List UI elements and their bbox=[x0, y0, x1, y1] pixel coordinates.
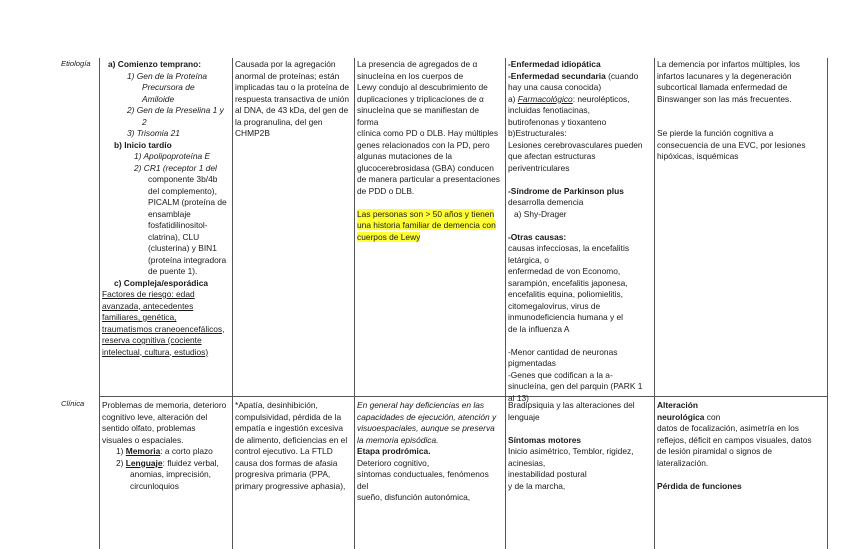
paragraph-line: clínica como PD o DLB. Hay múltiples bbox=[357, 128, 499, 138]
column-divider bbox=[505, 58, 506, 549]
paragraph-line: anormal de proteínas; están bbox=[235, 70, 340, 81]
cell-vascular-clinica bbox=[657, 400, 824, 492]
paragraph-line: glucocerebrosidasa (GBA) conducen bbox=[357, 162, 494, 173]
risk-factors-text: familiares, genética, bbox=[102, 312, 177, 322]
paragraph-line: genes relacionados con la PD, pero bbox=[357, 139, 490, 150]
paragraph-line: Deterioro cognitivo, bbox=[357, 457, 430, 468]
column-divider bbox=[654, 58, 655, 549]
list-item: 2) Gen de la Preselina 1 y bbox=[127, 105, 224, 115]
row-divider bbox=[99, 396, 828, 397]
paragraph-line: control ejecutivo. La FTLD bbox=[235, 446, 333, 456]
highlighted-text: Las personas son > 50 años y tienen bbox=[357, 208, 495, 219]
paragraph-line: sinucleína en los cuerpos de bbox=[357, 70, 464, 81]
motor-symptoms-heading: Síntomas motores bbox=[508, 434, 582, 445]
cell-alzheimer-etiologia bbox=[102, 59, 228, 358]
paragraph-line: b)Estructurales: bbox=[508, 128, 567, 138]
list-marker: a) bbox=[508, 93, 518, 104]
secondary-heading: -Enfermedad secundaria bbox=[508, 70, 606, 81]
neurologic-label: neurológica bbox=[657, 411, 705, 422]
paragraph-line: -Genes que codifican a la a- bbox=[508, 369, 613, 380]
paragraph-line: citomegalovirus, virus de bbox=[508, 300, 601, 311]
cell-parkinson-clinica bbox=[508, 400, 651, 492]
cell-alzheimer-clinica bbox=[102, 400, 228, 492]
row-label-clinica: Clínica bbox=[61, 399, 85, 408]
paragraph-line: Binswanger son las más frecuentes. bbox=[657, 93, 792, 104]
cell-vascular-etiologia bbox=[657, 59, 824, 163]
paragraph-line: visuoespaciales, aunque se preserva bbox=[357, 423, 495, 433]
paragraph-line: incluidas fenotiacinas, bbox=[508, 105, 590, 115]
list-item: de puente 1). bbox=[148, 266, 198, 276]
paragraph-line: Inicio asimétrico, Temblor, rigidez, bbox=[508, 446, 634, 456]
list-item: fosfatidilinositol- bbox=[148, 220, 208, 230]
paragraph-line: letárgica, o bbox=[508, 254, 549, 265]
paragraph-line: infartos lacunares y la degeneración bbox=[657, 70, 792, 81]
list-item: del complemento), bbox=[148, 185, 217, 196]
paragraph-line: sinucleína, gen del parquin (PARK 1 bbox=[508, 381, 643, 391]
paragraph-text: : fluidez verbal, bbox=[162, 457, 219, 468]
paragraph-line: la memoria episódica. bbox=[357, 434, 439, 445]
paragraph-line: compulsividad, pérdida de la bbox=[235, 411, 342, 422]
cell-parkinson-etiologia bbox=[508, 59, 651, 404]
paragraph-line: algunas mutaciones de la bbox=[357, 151, 452, 161]
paragraph-line: inmunodeficiencia humana y el bbox=[508, 312, 623, 322]
list-item: 2) CR1 (receptor 1 del bbox=[134, 162, 217, 173]
paragraph-text: (cuando bbox=[605, 70, 639, 81]
paragraph-line: al DNA, de 43 kDa, del gen de bbox=[235, 105, 349, 115]
list-item: a) Shy-Drager bbox=[514, 208, 567, 219]
cell-lewy-clinica bbox=[357, 400, 502, 504]
list-item: PICALM (proteína de bbox=[148, 197, 227, 207]
parkinson-plus-heading: -Síndrome de Parkinson plus bbox=[508, 185, 624, 196]
risk-factors-text: intelectual, cultura, estudios) bbox=[102, 346, 209, 357]
paragraph-line: Lesiones cerebrovasculares pueden bbox=[508, 139, 643, 150]
paragraph-line: al 13) bbox=[508, 392, 529, 403]
neurologic-alteration-heading: Alteración bbox=[657, 400, 698, 410]
paragraph-line: consecuencia de una EVC, por lesiones bbox=[657, 139, 806, 150]
paragraph-line: Causada por la agregación bbox=[235, 59, 336, 69]
list-item: 3) Trisomia 21 bbox=[127, 128, 180, 138]
language-label: Lenguaje bbox=[125, 457, 163, 468]
paragraph-line: butirofenonas y tioxanteno bbox=[508, 116, 607, 127]
paragraph-line: capacidades de ejecución, atención y bbox=[357, 411, 497, 422]
paragraph-line: Bradipsiquia y las alteraciones del bbox=[508, 400, 635, 410]
pharmacologic-label: Farmacológico bbox=[517, 93, 573, 104]
paragraph-line: reflejos, déficit en campos visuales, datos bbox=[657, 434, 812, 445]
paragraph-line: la progranulina, del gen bbox=[235, 116, 323, 127]
list-item: 1) Apolipoproteína E bbox=[134, 151, 211, 161]
list-item: (proteína integradora bbox=[148, 254, 227, 265]
late-onset-heading: b) Inicio tardío bbox=[114, 139, 172, 150]
column-divider bbox=[232, 58, 233, 549]
risk-factors-text: reserva cognitiva (cociente bbox=[102, 335, 202, 345]
paragraph-line: primary progressive aphasia), bbox=[235, 480, 346, 491]
paragraph-line: En general hay deficiencias en las bbox=[357, 400, 485, 410]
paragraph-line: *Apatía, desinhibición, bbox=[235, 400, 318, 410]
list-item: 1) Gen de la Proteína bbox=[127, 70, 208, 81]
paragraph-line: y de la marcha, bbox=[508, 480, 566, 491]
paragraph-line: de alimento, deficiencias en el bbox=[235, 434, 348, 445]
paragraph-line: La presencia de agregados de α bbox=[357, 59, 478, 69]
paragraph-line: -Menor cantidad de neuronas bbox=[508, 346, 618, 357]
column-divider bbox=[354, 58, 355, 549]
risk-factors-text: avanzada, antecedentes bbox=[102, 300, 194, 311]
paragraph-line: duplicaciones y triplicaciones de α bbox=[357, 93, 484, 104]
paragraph-text: : a corto plazo bbox=[160, 446, 213, 456]
paragraph-text: con bbox=[704, 411, 721, 422]
row-label-etiologia: Etiología bbox=[61, 59, 91, 68]
function-loss-heading: Pérdida de funciones bbox=[657, 480, 742, 491]
risk-factors-text: Factores de riesgo: edad bbox=[102, 289, 195, 299]
early-onset-heading: a) Comienzo temprano: bbox=[108, 59, 202, 69]
paragraph-line: cognitivo leve, alteración del bbox=[102, 411, 208, 422]
list-item: Precursora de Amiloide bbox=[142, 82, 195, 104]
paragraph-line: periventriculares bbox=[508, 162, 570, 173]
highlighted-text: una historia familiar de demencia con bbox=[357, 220, 496, 230]
paragraph-line: anomias, imprecisión, bbox=[130, 469, 211, 479]
paragraph-line: hipóxicas, isquémicas bbox=[657, 151, 739, 161]
paragraph-line: Problemas de memoria, deterioro bbox=[102, 400, 227, 410]
table-border-left bbox=[99, 58, 100, 549]
paragraph-line: progresiva primaria (PPA, bbox=[235, 469, 331, 479]
paragraph-line: La demencia por infartos múltiples, los bbox=[657, 59, 800, 69]
paragraph-line: que afectan estructuras bbox=[508, 151, 596, 161]
paragraph-line: acinesias, bbox=[508, 457, 546, 468]
risk-factors-text: traumatismos craneoencefálicos, bbox=[102, 323, 225, 334]
cell-ftd-clinica bbox=[235, 400, 351, 492]
other-causes-heading: -Otras causas: bbox=[508, 231, 567, 242]
paragraph-line: datos de focalización, asimetría en los bbox=[657, 423, 799, 433]
paragraph-line: pigmentadas bbox=[508, 358, 556, 368]
paragraph-line: sentido olfato, problemas bbox=[102, 423, 196, 433]
paragraph-line: síntomas conductuales, fenómenos del bbox=[357, 469, 489, 491]
paragraph-text: : neurolépticos, bbox=[572, 93, 630, 104]
paragraph-line: encefalitis equina, poliomielitis, bbox=[508, 289, 623, 299]
paragraph-line: Lewy condujo al descubrimiento de bbox=[357, 82, 488, 92]
list-item: (clusterina) y BIN1 bbox=[148, 243, 217, 253]
paragraph-line: Se pierde la función cognitiva a bbox=[657, 128, 774, 138]
paragraph-line: causa dos formas de afasia bbox=[235, 457, 338, 468]
list-item: 2 bbox=[142, 116, 147, 127]
paragraph-line: lenguaje bbox=[508, 411, 540, 422]
paragraph-line: sueño, disfunción autonómica, bbox=[357, 492, 471, 502]
paragraph-line: inestabilidad postural bbox=[508, 469, 587, 479]
paragraph-line: sinucleína que se manifiestan de forma bbox=[357, 105, 479, 127]
paragraph-line: circunloquios bbox=[130, 480, 179, 491]
paragraph-line: visuales o espaciales. bbox=[102, 434, 184, 445]
cell-ftd-etiologia bbox=[235, 59, 351, 140]
paragraph-line: empatía e ingestión excesiva bbox=[235, 423, 344, 433]
list-marker: 2) bbox=[116, 457, 126, 468]
paragraph-line: enfermedad de von Economo, bbox=[508, 266, 621, 276]
paragraph-line: sarampión, encefalitis japonesa, bbox=[508, 277, 628, 288]
paragraph-line: lateralización. bbox=[657, 457, 709, 468]
cell-lewy-etiologia bbox=[357, 59, 502, 243]
paragraph-line: de PDD o DLB. bbox=[357, 185, 415, 196]
paragraph-line: hay una causa conocida) bbox=[508, 82, 602, 92]
list-marker: 1) bbox=[116, 446, 126, 456]
paragraph-line: implicadas tau o la proteína de bbox=[235, 82, 350, 92]
table-border-right bbox=[827, 58, 828, 549]
paragraph-line: respuesta transactiva de unión bbox=[235, 93, 350, 104]
paragraph-line: desarrolla demencia bbox=[508, 197, 584, 207]
list-item: ensamblaje bbox=[148, 208, 191, 219]
paragraph-line: de la influenza A bbox=[508, 323, 570, 334]
paragraph-line: causas infecciosas, la encefalitis bbox=[508, 243, 630, 253]
paragraph-line: subcortical llamada enfermedad de bbox=[657, 82, 788, 92]
idiopathic-heading: -Enfermedad idiopática bbox=[508, 59, 601, 69]
paragraph-line: de manera particular a presentaciones bbox=[357, 174, 500, 184]
list-item: clatrina), CLU bbox=[148, 231, 200, 242]
list-item: componente 3b/4b bbox=[148, 174, 218, 184]
prodromal-heading: Etapa prodrómica. bbox=[357, 446, 431, 456]
sporadic-heading: c) Compleja/esporádica bbox=[114, 277, 209, 288]
highlighted-text: cuerpos de Lewy bbox=[357, 231, 421, 242]
memory-label: Memoria bbox=[125, 446, 161, 456]
paragraph-line: CHMP2B bbox=[235, 128, 270, 138]
paragraph-line: de lesión piramidal o signos de bbox=[657, 446, 772, 456]
